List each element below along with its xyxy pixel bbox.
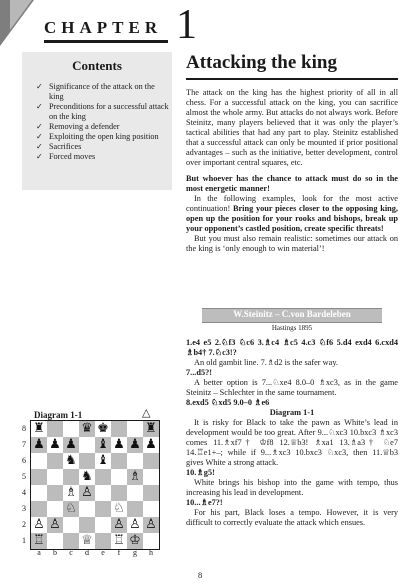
board-square-f5 xyxy=(111,469,127,485)
board-square-h5 xyxy=(143,469,159,485)
chess-piece-h8: ♜ xyxy=(145,421,157,436)
file-label: b xyxy=(53,548,57,557)
white-triangle-icon: △ xyxy=(142,407,151,419)
file-label: c xyxy=(69,548,73,557)
file-label: f xyxy=(117,548,121,557)
board-square-b8 xyxy=(47,421,63,437)
chess-piece-c3: ♘ xyxy=(65,501,77,516)
advice-lead: In the following examples, look for the most active continuation! xyxy=(186,194,398,213)
chess-piece-h2: ♙ xyxy=(145,517,157,532)
chess-piece-a2: ♙ xyxy=(33,517,45,532)
contents-item: ✓ Sacrifices xyxy=(36,142,170,152)
game-annotation xyxy=(186,338,398,528)
board-square-a6 xyxy=(31,453,47,469)
board-square-c2 xyxy=(63,517,79,533)
board-square-a4 xyxy=(31,485,47,501)
chess-piece-d1: ♕ xyxy=(81,533,93,548)
move-note: A better option is 7...♘xe4 8.0–0 ♗xc3, as in the game Steinitz – Schlechter in the same tournament. xyxy=(186,378,398,397)
move-note: White brings his bishop into the game with tempo, thus increasing his lead in development. xyxy=(186,478,398,497)
moves-line: 7...d5?! xyxy=(186,368,213,377)
board-square-b3 xyxy=(47,501,63,517)
contents-item: ✓ Significance of the attack on the king xyxy=(36,82,170,102)
rank-label: 4 xyxy=(22,488,26,497)
board-square-h4 xyxy=(143,485,159,501)
chess-piece-g2: ♙ xyxy=(129,517,141,532)
contents-item: ✓ Preconditions for a successful attack on the king xyxy=(36,102,170,122)
advice-bold: Bring your pieces closer to the opposing king, open up the position for your rooks and bishops, break up your opponent’s castled position, create specific threats! xyxy=(186,204,398,233)
board-square-b6 xyxy=(47,453,63,469)
move-note: It is risky for Black to take the pawn as White’s lead in development would be too great. After 9...♘xc3 10.bxc3 ♗xc3 comes 11.♗xf7† ♔f8 12.♕b3! ♗xa1 13.♗a3† ♘e7 14.♖e1+–; while if 9...♗xc3 10.bxc3 ♘xc3, then 11.♕b3 gives White a strong attack. xyxy=(186,418,398,467)
rank-label: 6 xyxy=(22,456,26,465)
rank-label: 2 xyxy=(22,520,26,529)
contents-list xyxy=(36,82,170,162)
board-square-d3 xyxy=(79,501,95,517)
chess-piece-e8: ♚ xyxy=(97,421,109,436)
board-square-g6 xyxy=(127,453,143,469)
board-square-h3 xyxy=(143,501,159,517)
rank-label: 3 xyxy=(22,504,26,513)
chess-piece-f3: ♘ xyxy=(113,501,125,516)
board-square-d2 xyxy=(79,517,95,533)
contents-item: ✓ Forced moves xyxy=(36,152,170,162)
chess-piece-f2: ♙ xyxy=(113,517,125,532)
chapter-number: 1 xyxy=(176,2,197,48)
board-square-f8 xyxy=(111,421,127,437)
board-square-d6 xyxy=(79,453,95,469)
move-note: For his part, Black loses a tempo. However, it is very difficult to correctly evaluate the attack which ensues. xyxy=(186,508,398,527)
board-square-e1 xyxy=(95,533,111,549)
chess-piece-f7: ♟ xyxy=(113,437,125,452)
chess-piece-a7: ♟ xyxy=(33,437,45,452)
chess-piece-b2: ♙ xyxy=(49,517,61,532)
board-square-g3 xyxy=(127,501,143,517)
chess-piece-c4: ♗ xyxy=(65,485,77,500)
board-square-d7 xyxy=(79,437,95,453)
chess-piece-g7: ♟ xyxy=(129,437,141,452)
board-square-e5 xyxy=(95,469,111,485)
chess-board xyxy=(30,420,160,550)
chess-piece-c7: ♟ xyxy=(65,437,77,452)
board-square-c8 xyxy=(63,421,79,437)
board-square-h1 xyxy=(143,533,159,549)
chess-piece-c6: ♞ xyxy=(65,453,77,468)
key-question: But whoever has the chance to attack must do so in the most energetic manner! xyxy=(186,174,398,193)
rank-label: 7 xyxy=(22,440,26,449)
chess-piece-g1: ♔ xyxy=(129,533,141,548)
board-square-b4 xyxy=(47,485,63,501)
board-square-e4 xyxy=(95,485,111,501)
moves-line: 8.exd5 ♘xd5 9.0–0 ♗e6 xyxy=(186,398,270,407)
board-square-a5 xyxy=(31,469,47,485)
board-square-c1 xyxy=(63,533,79,549)
file-label: h xyxy=(149,548,153,557)
diagram-reference: Diagram 1-1 xyxy=(269,408,315,417)
chess-piece-e7: ♝ xyxy=(97,437,109,452)
chess-piece-a1: ♖ xyxy=(33,533,45,548)
header-rule xyxy=(44,40,168,43)
move-note: An old gambit line. 7.♗d2 is the safer way. xyxy=(194,358,339,367)
page-number: 8 xyxy=(198,570,203,580)
board-square-f4 xyxy=(111,485,127,501)
chess-piece-b7: ♟ xyxy=(49,437,61,452)
chess-piece-f1: ♖ xyxy=(113,533,125,548)
corner-decoration-inner-icon xyxy=(10,0,32,30)
chess-piece-a8: ♜ xyxy=(33,421,45,436)
board-square-a3 xyxy=(31,501,47,517)
rank-label: 8 xyxy=(22,424,26,433)
chess-piece-d4: ♙ xyxy=(81,485,93,500)
board-square-f6 xyxy=(111,453,127,469)
realism-paragraph: But you must also remain realistic: sometimes our attack on the king is ‘only enough to win material’! xyxy=(186,234,398,253)
chapter-label: CHAPTER xyxy=(44,18,163,37)
game-players: W.Steinitz – C.von Bardeleben xyxy=(233,309,351,319)
board-square-b5 xyxy=(47,469,63,485)
rank-label: 1 xyxy=(22,536,26,545)
advice-paragraph xyxy=(186,194,398,234)
chess-piece-d8: ♛ xyxy=(81,421,93,436)
file-label: a xyxy=(37,548,41,557)
board-square-c5 xyxy=(63,469,79,485)
board-square-e2 xyxy=(95,517,111,533)
file-label: d xyxy=(85,548,89,557)
board-square-e3 xyxy=(95,501,111,517)
board-square-g4 xyxy=(127,485,143,501)
chess-piece-g5: ♗ xyxy=(129,469,141,484)
contents-title: Contents xyxy=(72,58,122,73)
chess-piece-e6: ♝ xyxy=(97,453,109,468)
file-label: g xyxy=(133,548,137,557)
moves-line: 10.♗g5! xyxy=(186,468,215,477)
rank-label: 5 xyxy=(22,472,26,481)
page-title: Attacking the king xyxy=(186,52,337,73)
contents-item: ✓ Exploiting the open king position xyxy=(36,132,170,142)
moves-line: 10...♗e7?! xyxy=(186,498,223,507)
board-square-b1 xyxy=(47,533,63,549)
game-event: Hastings 1895 xyxy=(271,324,313,332)
file-label: e xyxy=(101,548,105,557)
title-rule xyxy=(186,78,398,80)
diagram-label: Diagram 1-1 xyxy=(34,410,83,420)
moves-line: 1.e4 e5 2.♘f3 ♘c6 3.♗c4 ♗c5 4.c3 ♘f6 5.d4 exd4 6.cxd4 ♗b4† 7.♘c3!? xyxy=(186,338,398,357)
contents-item: ✓ Removing a defender xyxy=(36,122,170,132)
article-body xyxy=(186,88,398,254)
board-square-g8 xyxy=(127,421,143,437)
board-square-h6 xyxy=(143,453,159,469)
chess-piece-h7: ♟ xyxy=(145,437,157,452)
intro-paragraph: The attack on the king has the highest priority of all in all chess. For a successful attack on the king, you can sacrifice almost the whole army. But attacks do not always work. Before Steinitz, many players believed that it was only the player’s tactical abilities that had any part to play. Steinitz established that a successful attack can only be mounted if prior positional advantages – such as the initiative, better development, control over important central squares, etc. xyxy=(186,88,398,167)
chess-piece-d5: ♞ xyxy=(81,469,93,484)
